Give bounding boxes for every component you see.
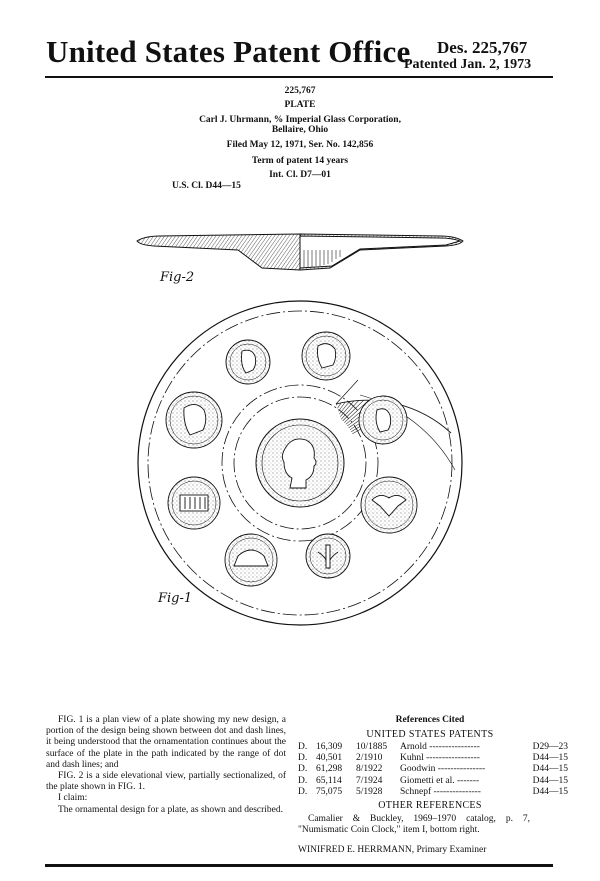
us-patents-heading: UNITED STATES PATENTS	[366, 729, 494, 740]
description-para2: FIG. 2 is a side elevational view, partially sectionalized, of the plate shown in FIG. 1.	[46, 771, 286, 793]
reference-row	[298, 753, 568, 764]
front-title: PLATE	[284, 100, 316, 110]
reference-prefix: D.	[298, 775, 308, 786]
fig2-label: Fig-2	[160, 270, 195, 285]
examiner-line: WINIFRED E. HERRMANN, Primary Examiner	[298, 845, 487, 855]
reference-name: Arnold	[400, 742, 427, 752]
claim-text: The ornamental design for a plate, as shown and described.	[58, 804, 284, 815]
reference-prefix: D.	[298, 753, 308, 764]
reference-name: Goodwin	[400, 764, 436, 775]
reference-class: D29—23	[532, 742, 568, 752]
footer-rule	[45, 864, 553, 867]
reference-prefix: D.	[298, 786, 308, 797]
front-number: 225,767	[284, 86, 316, 96]
leader-dashes: -----------------	[423, 753, 480, 764]
reference-number: 40,501	[316, 753, 343, 764]
reference-name: Schnepf	[400, 786, 432, 797]
reference-row	[298, 776, 568, 787]
reference-date: 7/1924	[356, 775, 383, 786]
description-para1: FIG. 1 is a plan view of a plate showing my new design, a portion of the design being shown between dot and dash lines, it being understood that the ornamentation continues about the surface of the plate in the path indicated by the range of dot and dash lines; and	[46, 715, 286, 770]
office-title: United States Patent Office	[46, 34, 411, 69]
reference-class: D44—15	[532, 775, 568, 786]
reference-number: 75,075	[316, 786, 343, 797]
reference-name: Kuhnl	[400, 753, 424, 764]
patent-date: Patented Jan. 2, 1973	[404, 57, 532, 72]
us-class-line: U.S. Cl. D44—15	[172, 181, 241, 191]
filed-line: Filed May 12, 1971, Ser. No. 142,856	[226, 140, 374, 150]
reference-row	[298, 787, 568, 798]
other-reference-text: Camalier & Buckley, 1969–1970 catalog, p. 7, "Numismatic Coin Clock," item I, bottom right.	[298, 814, 530, 836]
leader-dashes: ---------------	[431, 786, 481, 797]
references-title: References Cited	[395, 715, 465, 725]
patent-number: Des. 225,767	[437, 38, 528, 57]
reference-prefix: D.	[298, 742, 308, 752]
other-references-heading: OTHER REFERENCES	[378, 800, 482, 811]
reference-date: 8/1922	[356, 764, 383, 775]
reference-date: 10/1885	[356, 742, 388, 752]
reference-name: Giometti et al.	[400, 775, 455, 786]
inventor-line2: Bellaire, Ohio	[271, 125, 329, 135]
inventor-line1: Carl J. Uhrmann, % Imperial Glass Corporation,	[199, 115, 401, 125]
fig1-label: Fig-1	[158, 591, 193, 606]
term-line: Term of patent 14 years	[251, 156, 349, 166]
reference-number: 65,114	[316, 775, 342, 786]
claim-intro: I claim:	[58, 793, 88, 804]
reference-number: 61,298	[316, 764, 343, 775]
leader-dashes: ---------------	[435, 764, 486, 775]
reference-date: 5/1928	[356, 786, 383, 797]
fig1-plan-view	[138, 298, 462, 625]
reference-class: D44—15	[532, 786, 568, 797]
reference-date: 2/1910	[356, 753, 383, 764]
int-class-line: Int. Cl. D7—01	[269, 170, 331, 180]
reference-row	[298, 742, 568, 753]
references-table	[298, 742, 568, 798]
leader-dashes: -------	[454, 775, 480, 786]
reference-class: D44—15	[532, 753, 568, 764]
description-column	[46, 715, 286, 816]
reference-number: 16,309	[316, 742, 343, 752]
reference-prefix: D.	[298, 764, 308, 775]
fig2-side-view	[137, 234, 463, 270]
reference-row	[298, 764, 568, 775]
reference-class: D44—15	[532, 764, 568, 775]
leader-dashes: ----------------	[426, 742, 480, 752]
